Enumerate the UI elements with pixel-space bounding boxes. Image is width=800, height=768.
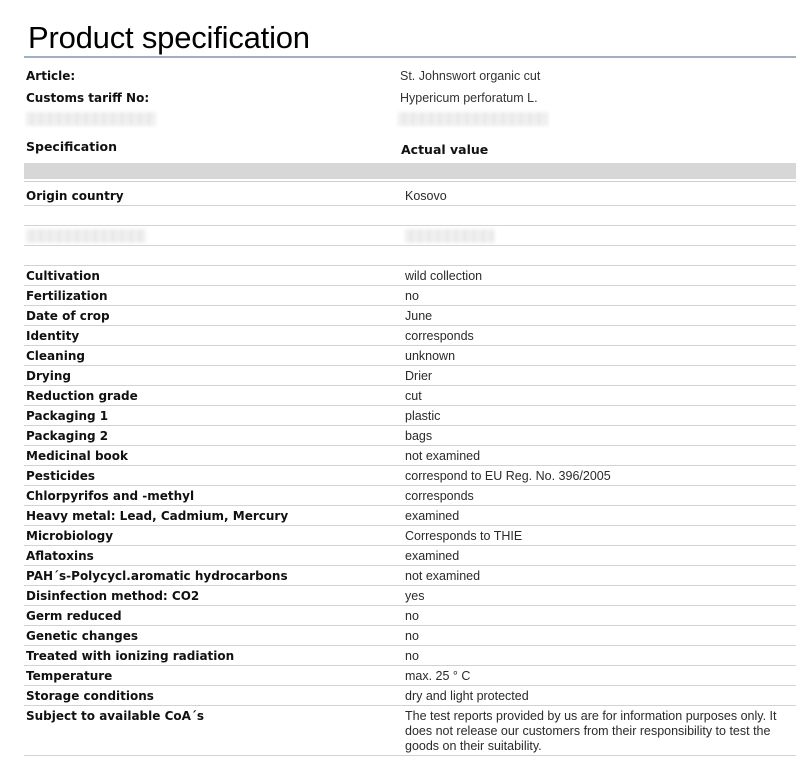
spec-label: Cultivation — [26, 269, 100, 283]
specification-column-header: Specification — [26, 139, 117, 154]
spec-label: Origin country — [26, 189, 124, 203]
spec-label: Fertilization — [26, 289, 108, 303]
table-row — [24, 606, 796, 626]
spec-label: Treated with ionizing radiation — [26, 649, 235, 663]
spec-label: Chlorpyrifos and -methyl — [26, 489, 195, 503]
table-row — [24, 546, 796, 566]
table-row — [24, 586, 796, 606]
header-band-divider — [24, 181, 796, 182]
table-row — [24, 566, 796, 586]
table-row — [24, 626, 796, 646]
actual-value-column-header: Actual value — [401, 142, 489, 157]
specification-rows — [24, 266, 796, 706]
spec-label: Storage conditions — [26, 689, 154, 703]
spec-label: PAH´s-Polycycl.aromatic hydrocarbons — [26, 569, 288, 583]
redacted-field — [26, 229, 146, 243]
table-row — [24, 666, 796, 686]
customs-tariff-label: Customs tariff No: — [26, 91, 150, 105]
spec-value: corresponds — [405, 489, 474, 503]
spec-value: unknown — [405, 349, 456, 363]
table-row — [24, 386, 796, 406]
spec-value: bags — [405, 429, 433, 443]
table-row — [24, 686, 796, 706]
table-row — [24, 346, 796, 366]
spec-value: not examined — [405, 449, 481, 463]
spec-label: Microbiology — [26, 529, 114, 543]
table-row — [24, 326, 796, 346]
spec-label: Packaging 2 — [26, 429, 109, 443]
spec-value: plastic — [405, 409, 441, 423]
table-row — [24, 466, 796, 486]
title-divider — [24, 56, 796, 58]
spec-value: Drier — [405, 369, 433, 383]
spec-value: correspond to EU Reg. No. 396/2005 — [405, 469, 611, 483]
spec-value: no — [405, 649, 419, 663]
table-row-blank — [24, 206, 796, 226]
spec-value: June — [405, 309, 433, 323]
spec-value: Kosovo — [405, 189, 447, 203]
spec-value: no — [405, 289, 419, 303]
page-title: Product specification — [28, 20, 310, 55]
spec-value: yes — [405, 589, 425, 603]
spec-value: examined — [405, 549, 460, 563]
table-row — [24, 306, 796, 326]
spec-value: Corresponds to THIE — [405, 529, 523, 543]
spec-label: Aflatoxins — [26, 549, 94, 563]
table-row — [24, 406, 796, 426]
table-row — [24, 426, 796, 446]
table-row-blank — [24, 246, 796, 266]
table-row — [24, 366, 796, 386]
table-row — [24, 446, 796, 466]
article-label: Article: — [26, 69, 76, 83]
spec-label: Subject to available CoA´s — [26, 709, 205, 723]
redacted-field — [405, 229, 495, 243]
spec-label: Germ reduced — [26, 609, 122, 623]
spec-label: Disinfection method: CO2 — [26, 589, 200, 603]
spec-label: Pesticides — [26, 469, 96, 483]
table-row — [24, 526, 796, 546]
spec-value: cut — [405, 389, 422, 403]
spec-label: Genetic changes — [26, 629, 138, 643]
spec-value: corresponds — [405, 329, 474, 343]
spec-value: not examined — [405, 569, 481, 583]
article-row — [26, 66, 786, 86]
table-row — [24, 286, 796, 306]
spec-label: Identity — [26, 329, 80, 343]
header-band — [24, 163, 796, 179]
spec-value: no — [405, 609, 419, 623]
spec-value: no — [405, 629, 419, 643]
redacted-field — [398, 112, 548, 126]
table-row — [24, 506, 796, 526]
spec-label: Heavy metal: Lead, Cadmium, Mercury — [26, 509, 289, 523]
customs-tariff-value: Hypericum perforatum L. — [400, 91, 538, 105]
specification-table — [24, 186, 796, 756]
spec-value: examined — [405, 509, 460, 523]
spec-value: wild collection — [405, 269, 483, 283]
spec-label: Temperature — [26, 669, 113, 683]
redacted-field — [26, 112, 156, 126]
spec-label: Drying — [26, 369, 71, 383]
article-value: St. Johnswort organic cut — [400, 69, 541, 83]
table-row-redacted — [24, 226, 796, 246]
table-row — [24, 486, 796, 506]
customs-tariff-row — [26, 88, 786, 108]
table-row — [24, 646, 796, 666]
spec-label: Cleaning — [26, 349, 85, 363]
spec-value: max. 25 ° C — [405, 669, 471, 683]
spec-value: The test reports provided by us are for information purposes only. It does not release our customers from their responsibility to test the goods on their suitability. — [405, 709, 777, 753]
spec-label: Date of crop — [26, 309, 110, 323]
spec-label: Medicinal book — [26, 449, 128, 463]
table-row-origin-country — [24, 186, 796, 206]
spec-label: Packaging 1 — [26, 409, 109, 423]
spec-label: Reduction grade — [26, 389, 138, 403]
table-row — [24, 266, 796, 286]
table-row-subject-to-coa — [24, 706, 796, 756]
spec-value: dry and light protected — [405, 689, 529, 703]
